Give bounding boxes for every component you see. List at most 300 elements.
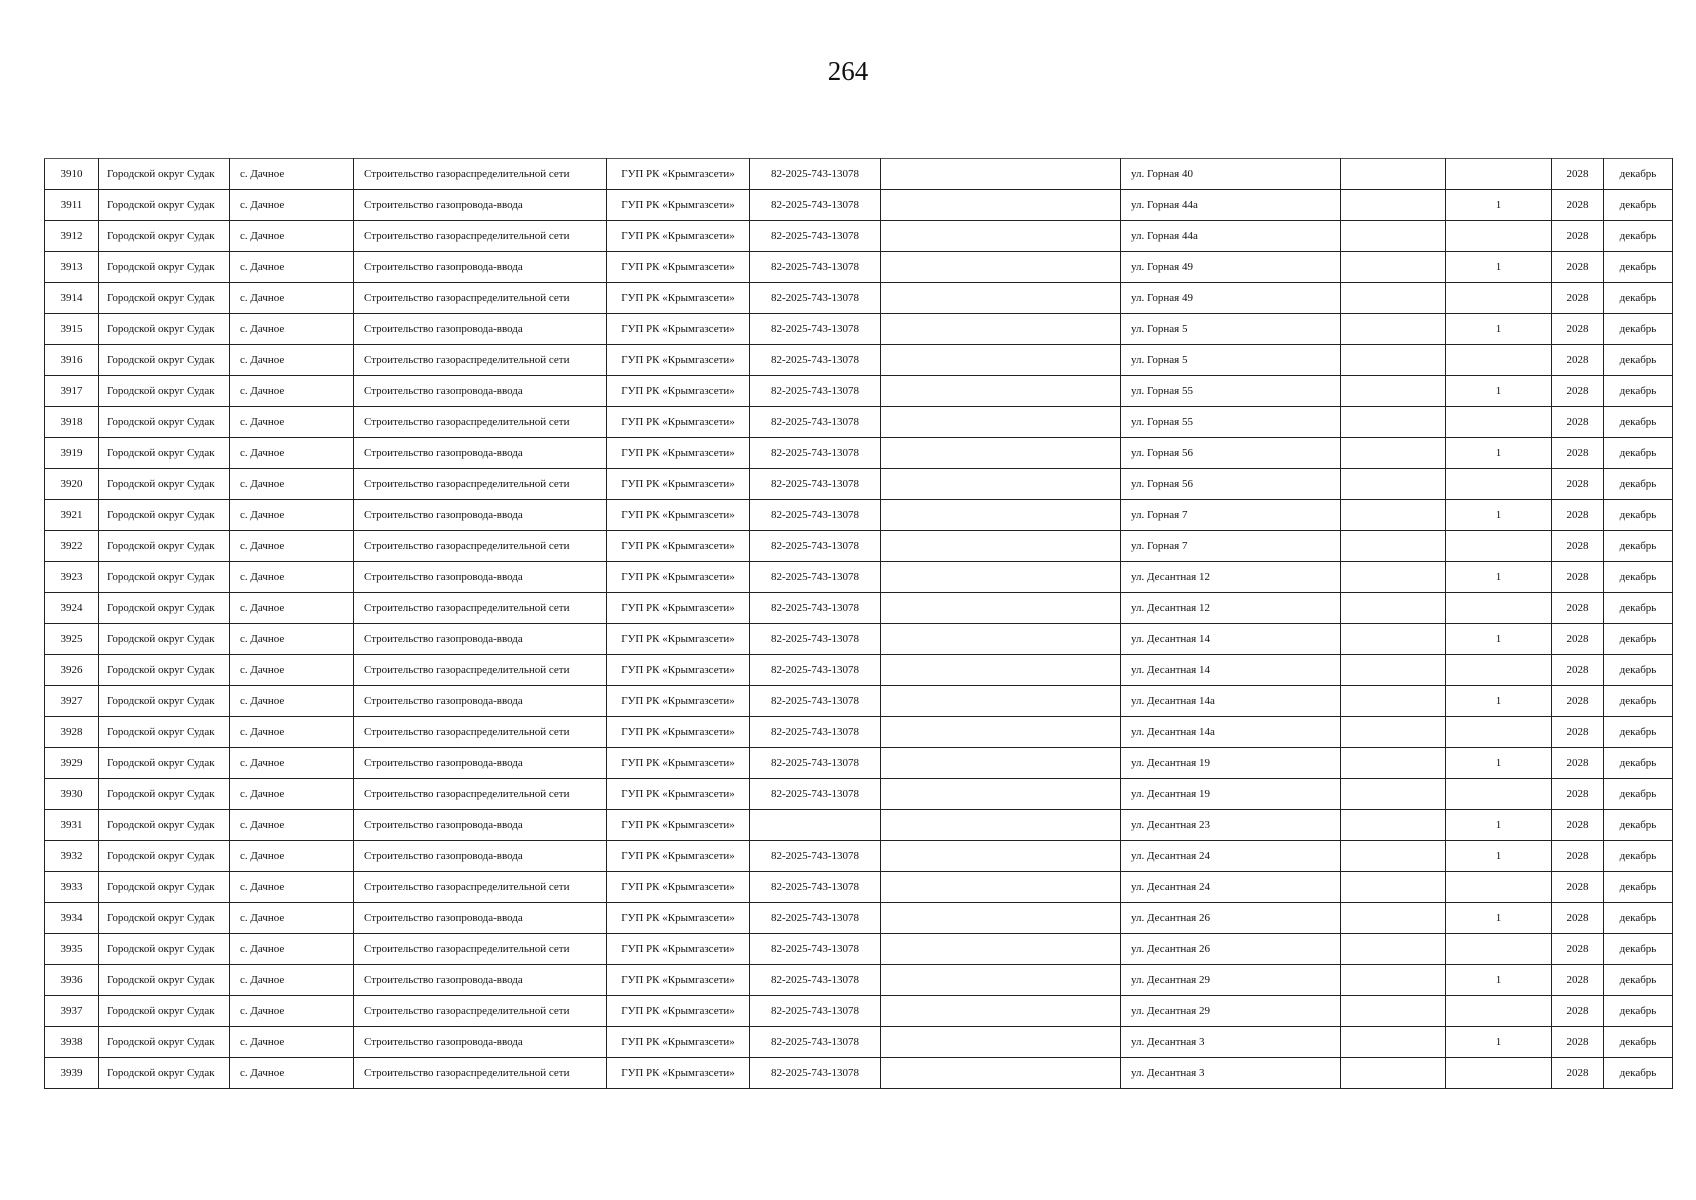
village-cell: с. Дачное: [230, 407, 354, 438]
work-type-cell: Строительство газораспределительной сети: [354, 593, 607, 624]
extra-cell: [1341, 438, 1446, 469]
work-type-cell: Строительство газораспределительной сети: [354, 531, 607, 562]
village-cell: с. Дачное: [230, 500, 354, 531]
extra-cell: [1341, 965, 1446, 996]
district-cell: Городской округ Судак: [99, 345, 230, 376]
district-cell: Городской округ Судак: [99, 1058, 230, 1089]
extra-cell: [1341, 469, 1446, 500]
address-cell: ул. Горная 49: [1121, 252, 1341, 283]
document-table-container: [44, 158, 1672, 1089]
year-cell: 2028: [1552, 779, 1604, 810]
row-number-cell: 3920: [45, 469, 99, 500]
month-cell: декабрь: [1604, 686, 1673, 717]
address-cell: ул. Десантная 14а: [1121, 686, 1341, 717]
organization-cell: ГУП РК «Крымгазсети»: [607, 965, 750, 996]
address-cell: ул. Десантная 26: [1121, 903, 1341, 934]
year-cell: 2028: [1552, 748, 1604, 779]
program-code-cell: 82-2025-743-13078: [750, 407, 881, 438]
extra-cell: [1341, 562, 1446, 593]
village-cell: с. Дачное: [230, 283, 354, 314]
extra-cell: [1341, 872, 1446, 903]
extra-cell: [1341, 1058, 1446, 1089]
district-cell: Городской округ Судак: [99, 872, 230, 903]
program-code-cell: 82-2025-743-13078: [750, 965, 881, 996]
row-number-cell: 3913: [45, 252, 99, 283]
table-row: [45, 593, 1673, 624]
month-cell: декабрь: [1604, 748, 1673, 779]
row-number-cell: 3939: [45, 1058, 99, 1089]
village-cell: с. Дачное: [230, 810, 354, 841]
village-cell: с. Дачное: [230, 996, 354, 1027]
village-cell: с. Дачное: [230, 252, 354, 283]
year-cell: 2028: [1552, 438, 1604, 469]
quantity-cell: [1446, 655, 1552, 686]
work-type-cell: Строительство газопровода-ввода: [354, 1027, 607, 1058]
note-cell: [881, 996, 1121, 1027]
extra-cell: [1341, 407, 1446, 438]
organization-cell: ГУП РК «Крымгазсети»: [607, 934, 750, 965]
row-number-cell: 3919: [45, 438, 99, 469]
row-number-cell: 3931: [45, 810, 99, 841]
program-code-cell: 82-2025-743-13078: [750, 500, 881, 531]
table-row: [45, 996, 1673, 1027]
table-row: [45, 314, 1673, 345]
work-type-cell: Строительство газораспределительной сети: [354, 996, 607, 1027]
program-code-cell: 82-2025-743-13078: [750, 779, 881, 810]
program-code-cell: 82-2025-743-13078: [750, 345, 881, 376]
work-type-cell: Строительство газопровода-ввода: [354, 965, 607, 996]
year-cell: 2028: [1552, 965, 1604, 996]
year-cell: 2028: [1552, 190, 1604, 221]
work-type-cell: Строительство газораспределительной сети: [354, 717, 607, 748]
program-code-cell: 82-2025-743-13078: [750, 190, 881, 221]
village-cell: с. Дачное: [230, 469, 354, 500]
note-cell: [881, 252, 1121, 283]
program-code-cell: 82-2025-743-13078: [750, 717, 881, 748]
note-cell: [881, 872, 1121, 903]
address-cell: ул. Десантная 14: [1121, 655, 1341, 686]
month-cell: декабрь: [1604, 438, 1673, 469]
extra-cell: [1341, 376, 1446, 407]
row-number-cell: 3921: [45, 500, 99, 531]
organization-cell: ГУП РК «Крымгазсети»: [607, 996, 750, 1027]
district-cell: Городской округ Судак: [99, 593, 230, 624]
village-cell: с. Дачное: [230, 779, 354, 810]
village-cell: с. Дачное: [230, 748, 354, 779]
organization-cell: ГУП РК «Крымгазсети»: [607, 469, 750, 500]
month-cell: декабрь: [1604, 345, 1673, 376]
extra-cell: [1341, 1027, 1446, 1058]
district-cell: Городской округ Судак: [99, 779, 230, 810]
address-cell: ул. Горная 56: [1121, 469, 1341, 500]
month-cell: декабрь: [1604, 717, 1673, 748]
village-cell: с. Дачное: [230, 934, 354, 965]
village-cell: с. Дачное: [230, 1027, 354, 1058]
address-cell: ул. Десантная 12: [1121, 593, 1341, 624]
year-cell: 2028: [1552, 562, 1604, 593]
row-number-cell: 3910: [45, 159, 99, 190]
address-cell: ул. Горная 49: [1121, 283, 1341, 314]
table-row: [45, 1058, 1673, 1089]
quantity-cell: 1: [1446, 748, 1552, 779]
work-type-cell: Строительство газопровода-ввода: [354, 252, 607, 283]
table-row: [45, 717, 1673, 748]
address-cell: ул. Десантная 19: [1121, 748, 1341, 779]
year-cell: 2028: [1552, 345, 1604, 376]
village-cell: с. Дачное: [230, 314, 354, 345]
quantity-cell: 1: [1446, 252, 1552, 283]
program-code-cell: 82-2025-743-13078: [750, 655, 881, 686]
organization-cell: ГУП РК «Крымгазсети»: [607, 345, 750, 376]
quantity-cell: [1446, 221, 1552, 252]
extra-cell: [1341, 159, 1446, 190]
work-type-cell: Строительство газопровода-ввода: [354, 903, 607, 934]
program-code-cell: 82-2025-743-13078: [750, 996, 881, 1027]
program-code-cell: 82-2025-743-13078: [750, 376, 881, 407]
year-cell: 2028: [1552, 841, 1604, 872]
quantity-cell: [1446, 407, 1552, 438]
village-cell: с. Дачное: [230, 593, 354, 624]
note-cell: [881, 810, 1121, 841]
table-row: [45, 903, 1673, 934]
work-type-cell: Строительство газопровода-ввода: [354, 748, 607, 779]
note-cell: [881, 903, 1121, 934]
row-number-cell: 3932: [45, 841, 99, 872]
month-cell: декабрь: [1604, 996, 1673, 1027]
month-cell: декабрь: [1604, 841, 1673, 872]
address-cell: ул. Десантная 23: [1121, 810, 1341, 841]
work-type-cell: Строительство газопровода-ввода: [354, 624, 607, 655]
program-code-cell: [750, 810, 881, 841]
note-cell: [881, 841, 1121, 872]
program-code-cell: 82-2025-743-13078: [750, 1027, 881, 1058]
program-code-cell: 82-2025-743-13078: [750, 593, 881, 624]
organization-cell: ГУП РК «Крымгазсети»: [607, 593, 750, 624]
quantity-cell: 1: [1446, 841, 1552, 872]
address-cell: ул. Десантная 24: [1121, 841, 1341, 872]
program-code-cell: 82-2025-743-13078: [750, 872, 881, 903]
village-cell: с. Дачное: [230, 841, 354, 872]
row-number-cell: 3937: [45, 996, 99, 1027]
organization-cell: ГУП РК «Крымгазсети»: [607, 438, 750, 469]
extra-cell: [1341, 283, 1446, 314]
address-cell: ул. Десантная 3: [1121, 1058, 1341, 1089]
year-cell: 2028: [1552, 810, 1604, 841]
note-cell: [881, 438, 1121, 469]
program-code-cell: 82-2025-743-13078: [750, 252, 881, 283]
row-number-cell: 3911: [45, 190, 99, 221]
work-type-cell: Строительство газораспределительной сети: [354, 655, 607, 686]
organization-cell: ГУП РК «Крымгазсети»: [607, 407, 750, 438]
program-code-cell: 82-2025-743-13078: [750, 221, 881, 252]
year-cell: 2028: [1552, 903, 1604, 934]
village-cell: с. Дачное: [230, 531, 354, 562]
extra-cell: [1341, 934, 1446, 965]
address-cell: ул. Десантная 14а: [1121, 717, 1341, 748]
month-cell: декабрь: [1604, 779, 1673, 810]
quantity-cell: 1: [1446, 190, 1552, 221]
year-cell: 2028: [1552, 996, 1604, 1027]
district-cell: Городской округ Судак: [99, 810, 230, 841]
row-number-cell: 3927: [45, 686, 99, 717]
row-number-cell: 3928: [45, 717, 99, 748]
address-cell: ул. Десантная 19: [1121, 779, 1341, 810]
work-type-cell: Строительство газораспределительной сети: [354, 1058, 607, 1089]
table-row: [45, 407, 1673, 438]
note-cell: [881, 376, 1121, 407]
work-type-cell: Строительство газопровода-ввода: [354, 686, 607, 717]
extra-cell: [1341, 717, 1446, 748]
row-number-cell: 3918: [45, 407, 99, 438]
row-number-cell: 3930: [45, 779, 99, 810]
month-cell: декабрь: [1604, 872, 1673, 903]
row-number-cell: 3917: [45, 376, 99, 407]
program-code-cell: 82-2025-743-13078: [750, 686, 881, 717]
district-cell: Городской округ Судак: [99, 283, 230, 314]
table-row: [45, 283, 1673, 314]
month-cell: декабрь: [1604, 531, 1673, 562]
year-cell: 2028: [1552, 655, 1604, 686]
district-cell: Городской округ Судак: [99, 841, 230, 872]
organization-cell: ГУП РК «Крымгазсети»: [607, 624, 750, 655]
table-row: [45, 562, 1673, 593]
month-cell: декабрь: [1604, 407, 1673, 438]
program-code-cell: 82-2025-743-13078: [750, 562, 881, 593]
quantity-cell: [1446, 159, 1552, 190]
quantity-cell: [1446, 593, 1552, 624]
address-cell: ул. Горная 7: [1121, 500, 1341, 531]
row-number-cell: 3926: [45, 655, 99, 686]
quantity-cell: [1446, 531, 1552, 562]
extra-cell: [1341, 624, 1446, 655]
village-cell: с. Дачное: [230, 686, 354, 717]
month-cell: декабрь: [1604, 159, 1673, 190]
district-cell: Городской округ Судак: [99, 159, 230, 190]
year-cell: 2028: [1552, 717, 1604, 748]
note-cell: [881, 314, 1121, 345]
note-cell: [881, 221, 1121, 252]
organization-cell: ГУП РК «Крымгазсети»: [607, 748, 750, 779]
address-cell: ул. Горная 44а: [1121, 221, 1341, 252]
village-cell: с. Дачное: [230, 655, 354, 686]
extra-cell: [1341, 500, 1446, 531]
village-cell: с. Дачное: [230, 1058, 354, 1089]
village-cell: с. Дачное: [230, 903, 354, 934]
address-cell: ул. Десантная 12: [1121, 562, 1341, 593]
row-number-cell: 3916: [45, 345, 99, 376]
extra-cell: [1341, 748, 1446, 779]
table-row: [45, 1027, 1673, 1058]
row-number-cell: 3934: [45, 903, 99, 934]
table-row: [45, 438, 1673, 469]
organization-cell: ГУП РК «Крымгазсети»: [607, 841, 750, 872]
district-cell: Городской округ Судак: [99, 190, 230, 221]
village-cell: с. Дачное: [230, 190, 354, 221]
work-type-cell: Строительство газопровода-ввода: [354, 314, 607, 345]
table-row: [45, 841, 1673, 872]
table-row: [45, 500, 1673, 531]
note-cell: [881, 345, 1121, 376]
month-cell: декабрь: [1604, 965, 1673, 996]
quantity-cell: 1: [1446, 376, 1552, 407]
table-row: [45, 686, 1673, 717]
note-cell: [881, 469, 1121, 500]
village-cell: с. Дачное: [230, 717, 354, 748]
village-cell: с. Дачное: [230, 872, 354, 903]
address-cell: ул. Горная 55: [1121, 376, 1341, 407]
district-cell: Городской округ Судак: [99, 965, 230, 996]
extra-cell: [1341, 810, 1446, 841]
month-cell: декабрь: [1604, 314, 1673, 345]
table-row: [45, 190, 1673, 221]
program-code-cell: 82-2025-743-13078: [750, 841, 881, 872]
extra-cell: [1341, 903, 1446, 934]
work-type-cell: Строительство газопровода-ввода: [354, 190, 607, 221]
work-type-cell: Строительство газораспределительной сети: [354, 469, 607, 500]
year-cell: 2028: [1552, 531, 1604, 562]
district-cell: Городской округ Судак: [99, 438, 230, 469]
work-type-cell: Строительство газораспределительной сети: [354, 872, 607, 903]
program-code-cell: 82-2025-743-13078: [750, 748, 881, 779]
district-cell: Городской округ Судак: [99, 996, 230, 1027]
note-cell: [881, 531, 1121, 562]
page-number: 264: [827, 56, 869, 86]
month-cell: декабрь: [1604, 903, 1673, 934]
quantity-cell: 1: [1446, 810, 1552, 841]
address-cell: ул. Десантная 26: [1121, 934, 1341, 965]
table-row: [45, 624, 1673, 655]
village-cell: с. Дачное: [230, 624, 354, 655]
note-cell: [881, 283, 1121, 314]
work-type-cell: Строительство газораспределительной сети: [354, 345, 607, 376]
quantity-cell: 1: [1446, 1027, 1552, 1058]
district-cell: Городской округ Судак: [99, 500, 230, 531]
extra-cell: [1341, 531, 1446, 562]
quantity-cell: [1446, 872, 1552, 903]
district-cell: Городской округ Судак: [99, 748, 230, 779]
address-cell: ул. Десантная 3: [1121, 1027, 1341, 1058]
year-cell: 2028: [1552, 252, 1604, 283]
year-cell: 2028: [1552, 500, 1604, 531]
month-cell: декабрь: [1604, 593, 1673, 624]
organization-cell: ГУП РК «Крымгазсети»: [607, 717, 750, 748]
address-cell: ул. Десантная 29: [1121, 996, 1341, 1027]
work-type-cell: Строительство газопровода-ввода: [354, 810, 607, 841]
quantity-cell: 1: [1446, 438, 1552, 469]
table-row: [45, 779, 1673, 810]
year-cell: 2028: [1552, 469, 1604, 500]
year-cell: 2028: [1552, 934, 1604, 965]
extra-cell: [1341, 996, 1446, 1027]
quantity-cell: 1: [1446, 562, 1552, 593]
row-number-cell: 3929: [45, 748, 99, 779]
organization-cell: ГУП РК «Крымгазсети»: [607, 190, 750, 221]
organization-cell: ГУП РК «Крымгазсети»: [607, 903, 750, 934]
year-cell: 2028: [1552, 872, 1604, 903]
extra-cell: [1341, 221, 1446, 252]
village-cell: с. Дачное: [230, 965, 354, 996]
year-cell: 2028: [1552, 221, 1604, 252]
extra-cell: [1341, 345, 1446, 376]
note-cell: [881, 407, 1121, 438]
district-cell: Городской округ Судак: [99, 934, 230, 965]
district-cell: Городской округ Судак: [99, 717, 230, 748]
note-cell: [881, 748, 1121, 779]
quantity-cell: [1446, 469, 1552, 500]
note-cell: [881, 965, 1121, 996]
district-cell: Городской округ Судак: [99, 314, 230, 345]
row-number-cell: 3912: [45, 221, 99, 252]
row-number-cell: 3914: [45, 283, 99, 314]
district-cell: Городской округ Судак: [99, 562, 230, 593]
month-cell: декабрь: [1604, 252, 1673, 283]
note-cell: [881, 500, 1121, 531]
address-cell: ул. Десантная 29: [1121, 965, 1341, 996]
note-cell: [881, 159, 1121, 190]
month-cell: декабрь: [1604, 469, 1673, 500]
extra-cell: [1341, 190, 1446, 221]
note-cell: [881, 717, 1121, 748]
village-cell: с. Дачное: [230, 159, 354, 190]
year-cell: 2028: [1552, 1027, 1604, 1058]
organization-cell: ГУП РК «Крымгазсети»: [607, 531, 750, 562]
address-cell: ул. Горная 7: [1121, 531, 1341, 562]
organization-cell: ГУП РК «Крымгазсети»: [607, 283, 750, 314]
organization-cell: ГУП РК «Крымгазсети»: [607, 500, 750, 531]
address-cell: ул. Горная 55: [1121, 407, 1341, 438]
work-type-cell: Строительство газораспределительной сети: [354, 221, 607, 252]
work-type-cell: Строительство газопровода-ввода: [354, 438, 607, 469]
program-code-cell: 82-2025-743-13078: [750, 903, 881, 934]
month-cell: декабрь: [1604, 190, 1673, 221]
quantity-cell: [1446, 996, 1552, 1027]
year-cell: 2028: [1552, 283, 1604, 314]
work-type-cell: Строительство газопровода-ввода: [354, 376, 607, 407]
row-number-cell: 3925: [45, 624, 99, 655]
table-row: [45, 376, 1673, 407]
quantity-cell: 1: [1446, 500, 1552, 531]
month-cell: декабрь: [1604, 1058, 1673, 1089]
district-cell: Городской округ Судак: [99, 531, 230, 562]
month-cell: декабрь: [1604, 624, 1673, 655]
year-cell: 2028: [1552, 314, 1604, 345]
extra-cell: [1341, 252, 1446, 283]
village-cell: с. Дачное: [230, 438, 354, 469]
organization-cell: ГУП РК «Крымгазсети»: [607, 779, 750, 810]
address-cell: ул. Горная 40: [1121, 159, 1341, 190]
year-cell: 2028: [1552, 686, 1604, 717]
row-number-cell: 3936: [45, 965, 99, 996]
note-cell: [881, 593, 1121, 624]
district-cell: Городской округ Судак: [99, 624, 230, 655]
organization-cell: ГУП РК «Крымгазсети»: [607, 221, 750, 252]
year-cell: 2028: [1552, 407, 1604, 438]
extra-cell: [1341, 593, 1446, 624]
month-cell: декабрь: [1604, 655, 1673, 686]
organization-cell: ГУП РК «Крымгазсети»: [607, 159, 750, 190]
quantity-cell: [1446, 779, 1552, 810]
organization-cell: ГУП РК «Крымгазсети»: [607, 314, 750, 345]
village-cell: с. Дачное: [230, 345, 354, 376]
table-row: [45, 655, 1673, 686]
row-number-cell: 3938: [45, 1027, 99, 1058]
extra-cell: [1341, 655, 1446, 686]
table-row: [45, 252, 1673, 283]
program-code-cell: 82-2025-743-13078: [750, 438, 881, 469]
extra-cell: [1341, 779, 1446, 810]
work-type-cell: Строительство газораспределительной сети: [354, 159, 607, 190]
work-type-cell: Строительство газораспределительной сети: [354, 934, 607, 965]
